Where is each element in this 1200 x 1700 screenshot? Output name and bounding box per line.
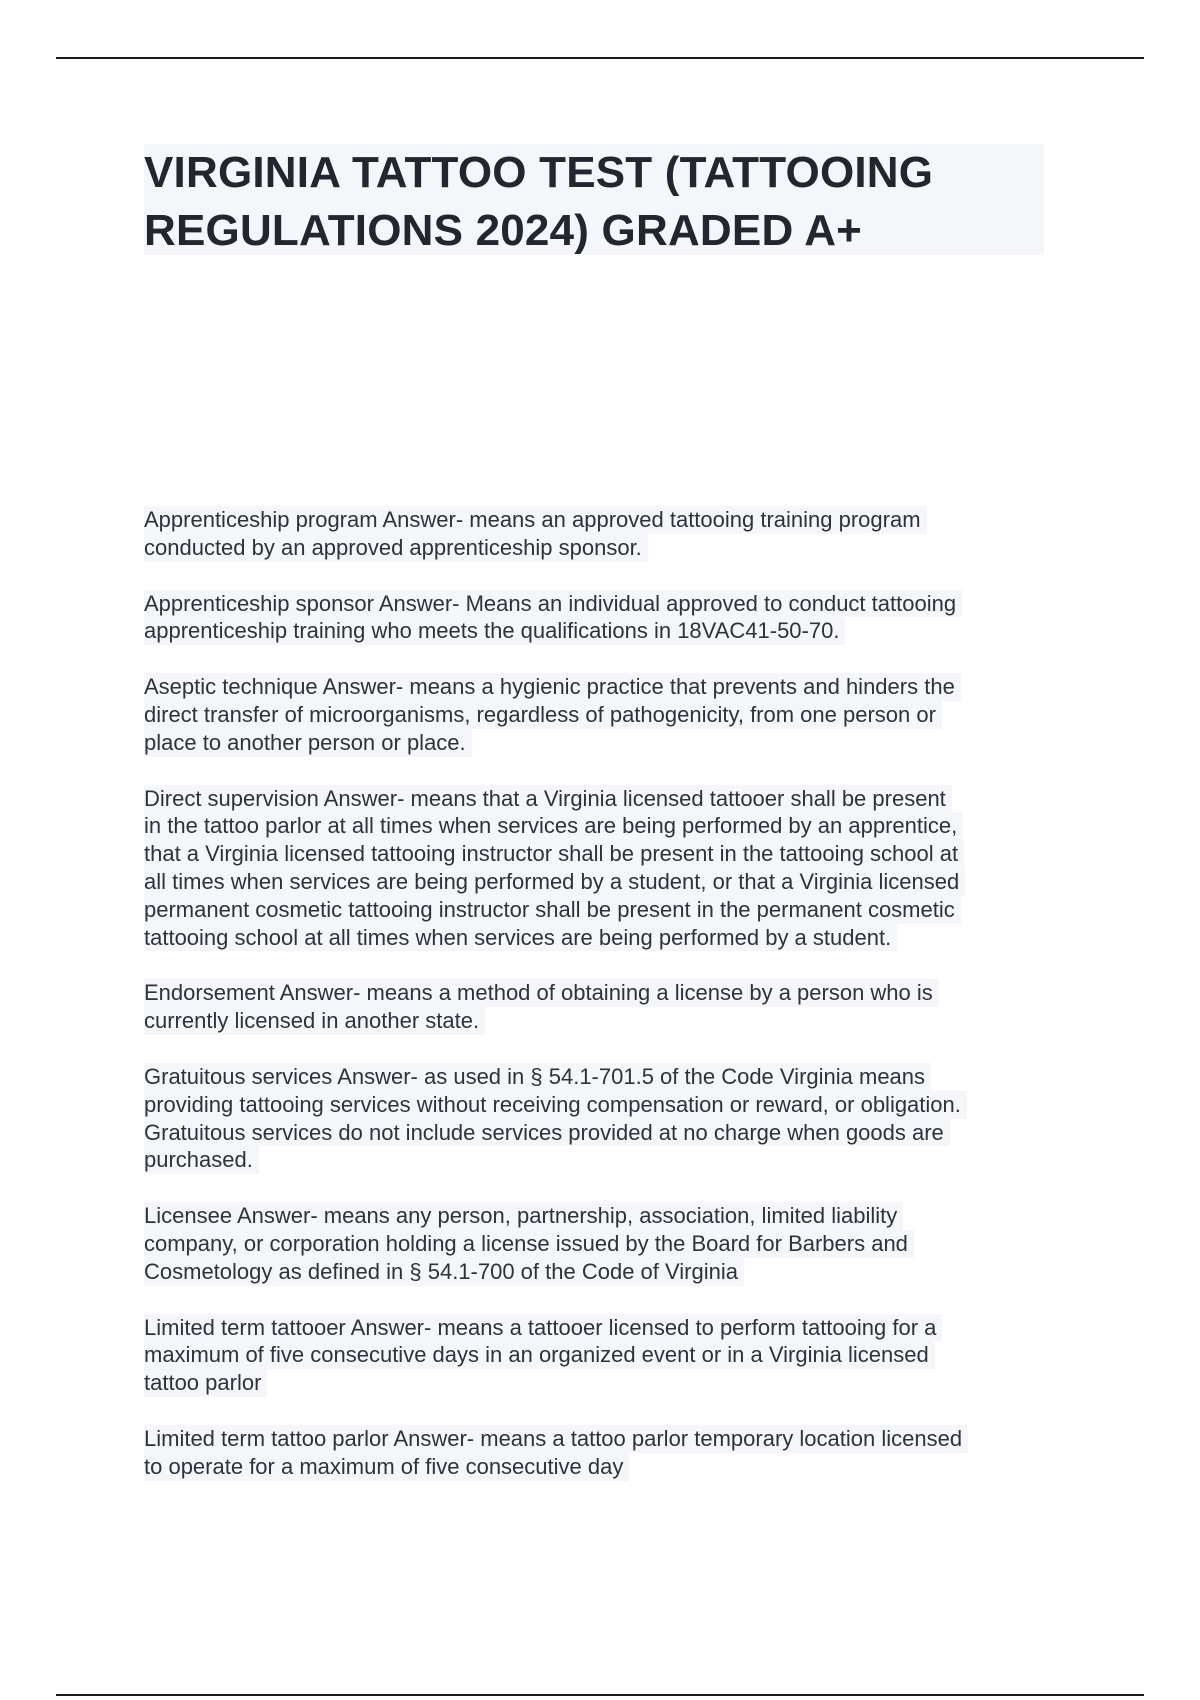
definition-line: tattoo parlor — [144, 1369, 267, 1397]
definition-line: Aseptic technique Answer- means a hygienic practice that prevents and hinders the — [144, 673, 961, 701]
definition-line: apprenticeship training who meets the qualifications in 18VAC41-50-70. — [144, 617, 845, 645]
definition-endorsement — [144, 979, 1044, 1035]
definition-list — [144, 506, 1044, 1509]
definition-line: providing tattooing services without receiving compensation or reward, or obligation. — [144, 1091, 967, 1119]
definition-line: Apprenticeship program Answer- means an approved tattooing training program — [144, 506, 927, 534]
definition-licensee — [144, 1202, 1044, 1285]
definition-line: Gratuitous services do not include services provided at no charge when goods are — [144, 1119, 950, 1147]
definition-line: in the tattoo parlor at all times when services are being performed by an apprentice, — [144, 812, 963, 840]
definition-line: Licensee Answer- means any person, partnership, association, limited liability — [144, 1202, 903, 1230]
definition-line: tattooing school at all times when services are being performed by a student. — [144, 924, 897, 952]
definition-apprenticeship-program — [144, 506, 1044, 562]
definition-line: permanent cosmetic tattooing instructor shall be present in the permanent cosmetic — [144, 896, 961, 924]
definition-line: place to another person or place. — [144, 729, 472, 757]
definition-line: conducted by an approved apprenticeship sponsor. — [144, 534, 648, 562]
definition-line: Gratuitous services Answer- as used in § 54.1-701.5 of the Code Virginia means — [144, 1063, 931, 1091]
definition-limited-term-tattoo-parlor — [144, 1425, 1044, 1481]
definition-line: Limited term tattoo parlor Answer- means a tattoo parlor temporary location licensed — [144, 1425, 968, 1453]
definition-line: Apprenticeship sponsor Answer- Means an individual approved to conduct tattooing — [144, 590, 962, 618]
top-rule — [56, 57, 1144, 59]
definition-line: Limited term tattooer Answer- means a tattooer licensed to perform tattooing for a — [144, 1314, 942, 1342]
definition-apprenticeship-sponsor — [144, 590, 1044, 646]
definition-line: company, or corporation holding a license issued by the Board for Barbers and — [144, 1230, 914, 1258]
definition-line: all times when services are being performed by a student, or that a Virginia licensed — [144, 868, 965, 896]
definition-direct-supervision — [144, 785, 1044, 952]
definition-gratuitous-services — [144, 1063, 1044, 1174]
definition-line: purchased. — [144, 1146, 259, 1174]
definition-aseptic-technique — [144, 673, 1044, 756]
title-block — [144, 144, 1044, 255]
definition-line: Endorsement Answer- means a method of obtaining a license by a person who is — [144, 979, 939, 1007]
definition-line: currently licensed in another state. — [144, 1007, 485, 1035]
definition-line: maximum of five consecutive days in an organized event or in a Virginia licensed — [144, 1341, 935, 1369]
document-title: VIRGINIA TATTOO TEST (TATTOOING REGULATIONS 2024) GRADED A+ — [144, 148, 934, 255]
definition-line: Direct supervision Answer- means that a Virginia licensed tattooer shall be present — [144, 785, 952, 813]
definition-line: to operate for a maximum of five consecutive day — [144, 1453, 629, 1481]
definition-line: that a Virginia licensed tattooing instructor shall be present in the tattooing school at — [144, 840, 964, 868]
definition-line: Cosmetology as defined in § 54.1-700 of the Code of Virginia — [144, 1258, 744, 1286]
definition-limited-term-tattooer — [144, 1314, 1044, 1397]
bottom-rule — [56, 1694, 1144, 1696]
definition-line: direct transfer of microorganisms, regardless of pathogenicity, from one person or — [144, 701, 942, 729]
